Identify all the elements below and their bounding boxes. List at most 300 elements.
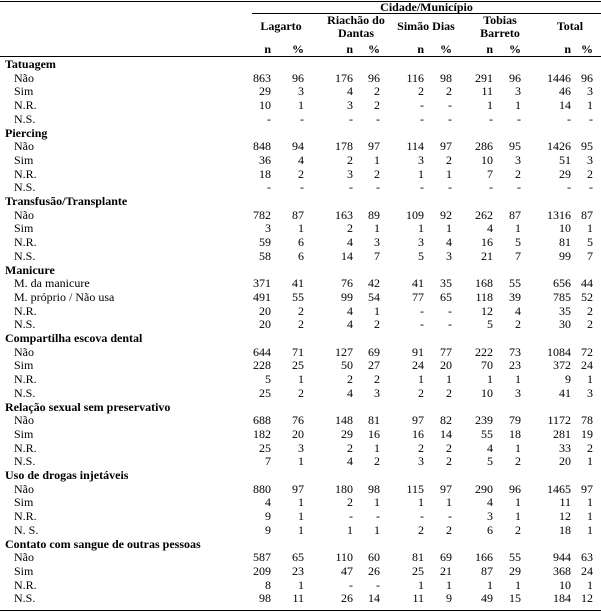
table-cell: 1 bbox=[446, 577, 452, 592]
table-cell: - bbox=[376, 180, 380, 195]
table-cell: 1 bbox=[298, 509, 304, 524]
table-cell: 1 bbox=[487, 372, 493, 387]
table-cell: 55 bbox=[509, 550, 521, 565]
table-cell: - bbox=[420, 317, 424, 332]
table-cell: - bbox=[448, 111, 452, 126]
table-cell: 1 bbox=[446, 372, 452, 387]
table-cell: 18 bbox=[259, 166, 271, 181]
table-cell: 42 bbox=[368, 276, 380, 291]
table-cell: 73 bbox=[509, 344, 521, 359]
table-cell: 24 bbox=[581, 563, 593, 578]
table-cell: - bbox=[300, 111, 304, 126]
table-cell: 168 bbox=[475, 276, 493, 291]
table-cell: 81 bbox=[559, 235, 571, 250]
table-cell: 26 bbox=[368, 563, 380, 578]
table-cell: 3 bbox=[587, 84, 593, 99]
table-cell: 11 bbox=[292, 591, 304, 606]
table-cell: 9 bbox=[565, 372, 571, 387]
table-cell: - bbox=[589, 111, 593, 126]
table-cell: 2 bbox=[298, 317, 304, 332]
table-cell: 127 bbox=[335, 344, 353, 359]
table-cell: 1 bbox=[487, 577, 493, 592]
table-cell: 96 bbox=[368, 70, 380, 85]
table-cell: 18 bbox=[509, 426, 521, 441]
table-cell: 2 bbox=[347, 495, 353, 510]
table-cell: 109 bbox=[406, 207, 424, 222]
table-cell: 25 bbox=[292, 358, 304, 373]
table-cell: 97 bbox=[368, 139, 380, 154]
table-cell: 688 bbox=[253, 413, 271, 428]
table-cell: 21 bbox=[440, 563, 452, 578]
city-header-3: Tobias Barreto bbox=[480, 13, 520, 40]
table-cell: 24 bbox=[581, 358, 593, 373]
table-cell: 4 bbox=[347, 84, 353, 99]
table-cell: 10 bbox=[481, 385, 493, 400]
table-cell: 1 bbox=[515, 372, 521, 387]
table-cell: 4 bbox=[347, 385, 353, 400]
table-cell: 98 bbox=[259, 591, 271, 606]
row-label: N.R. bbox=[14, 440, 37, 455]
table-cell: 11 bbox=[412, 591, 424, 606]
table-bottom-rule bbox=[0, 610, 601, 611]
table-cell: 1 bbox=[298, 577, 304, 592]
table-cell: 1 bbox=[374, 440, 380, 455]
row-label: N.R. bbox=[14, 166, 37, 181]
table-cell: 12 bbox=[481, 303, 493, 318]
table-cell: 20 bbox=[292, 426, 304, 441]
table-cell: 10 bbox=[559, 577, 571, 592]
table-cell: 1 bbox=[515, 495, 521, 510]
table-cell: 4 bbox=[347, 454, 353, 469]
table-cell: 87 bbox=[509, 207, 521, 222]
table-cell: - bbox=[349, 577, 353, 592]
table-cell: 209 bbox=[253, 563, 271, 578]
subheader-percent: % bbox=[509, 42, 521, 56]
section-title: Transfusão/Transplante bbox=[5, 194, 128, 208]
table-cell: 1316 bbox=[547, 207, 571, 222]
table-cell: 1446 bbox=[547, 70, 571, 85]
table-cell: 29 bbox=[259, 84, 271, 99]
table-cell: 782 bbox=[253, 207, 271, 222]
table-cell: 1 bbox=[515, 98, 521, 113]
table-cell: 1 bbox=[515, 577, 521, 592]
table-cell: 41 bbox=[412, 276, 424, 291]
table-cell: 92 bbox=[440, 207, 452, 222]
table-cell: 4 bbox=[347, 303, 353, 318]
table-cell: 291 bbox=[475, 70, 493, 85]
table-cell: 148 bbox=[335, 413, 353, 428]
table-cell: 2 bbox=[446, 152, 452, 167]
table-cell: 3 bbox=[374, 385, 380, 400]
subheader-n: n bbox=[264, 42, 271, 56]
section-title: Relação sexual sem preservativo bbox=[5, 399, 171, 414]
table-cell: - bbox=[420, 180, 424, 195]
table-cell: 89 bbox=[368, 207, 380, 222]
table-cell: 5 bbox=[487, 454, 493, 469]
table-cell: 69 bbox=[368, 344, 380, 359]
table-cell: 11 bbox=[559, 495, 571, 510]
table-cell: 2 bbox=[374, 317, 380, 332]
table-cell: 2 bbox=[298, 385, 304, 400]
table-cell: 3 bbox=[515, 84, 521, 99]
table-cell: 3 bbox=[418, 235, 424, 250]
table-cell: 2 bbox=[446, 454, 452, 469]
table-cell: 52 bbox=[581, 289, 593, 304]
table-cell: 33 bbox=[559, 440, 571, 455]
city-group-header: Cidade/Município bbox=[380, 0, 473, 14]
table-cell: 41 bbox=[559, 385, 571, 400]
table-cell: 59 bbox=[259, 235, 271, 250]
city-header-4: Total bbox=[556, 19, 584, 33]
table-cell: 23 bbox=[292, 563, 304, 578]
table-cell: 116 bbox=[406, 70, 424, 85]
subheader-n: n bbox=[346, 42, 353, 56]
table-cell: 4 bbox=[487, 221, 493, 236]
table-cell: - bbox=[448, 98, 452, 113]
table-cell: - bbox=[517, 180, 521, 195]
table-cell: 110 bbox=[335, 550, 353, 565]
table-cell: 3 bbox=[298, 440, 304, 455]
table-cell: 2 bbox=[587, 303, 593, 318]
table-cell: 20 bbox=[559, 454, 571, 469]
table-cell: 5 bbox=[515, 235, 521, 250]
table-cell: 228 bbox=[253, 358, 271, 373]
table-cell: 97 bbox=[412, 413, 424, 428]
table-cell: - bbox=[567, 180, 571, 195]
table-cell: 2 bbox=[587, 166, 593, 181]
table-cell: 6 bbox=[487, 522, 493, 537]
table-cell: 1 bbox=[515, 221, 521, 236]
table-cell: 2 bbox=[298, 303, 304, 318]
row-label: Sim bbox=[14, 84, 34, 99]
table-cell: 863 bbox=[253, 70, 271, 85]
table-cell: 880 bbox=[253, 481, 271, 496]
table-cell: 87 bbox=[481, 563, 493, 578]
table-cell: 1 bbox=[374, 495, 380, 510]
table-cell: 39 bbox=[509, 289, 521, 304]
table-cell: 1 bbox=[587, 221, 593, 236]
table-cell: 35 bbox=[559, 303, 571, 318]
table-cell: - bbox=[267, 111, 271, 126]
table-cell: 16 bbox=[481, 235, 493, 250]
row-label: N.R. bbox=[14, 509, 37, 524]
table-cell: - bbox=[376, 577, 380, 592]
table-cell: 4 bbox=[265, 495, 271, 510]
table-cell: 182 bbox=[253, 426, 271, 441]
row-label: N. S. bbox=[14, 522, 39, 537]
table-cell: 20 bbox=[259, 303, 271, 318]
section-title: Compartilha escova dental bbox=[5, 331, 143, 345]
subheader-percent: % bbox=[292, 42, 304, 56]
subheader-percent: % bbox=[368, 42, 380, 56]
table-cell: 5 bbox=[418, 248, 424, 263]
table-cell: 587 bbox=[253, 550, 271, 565]
table-cell: 2 bbox=[374, 372, 380, 387]
table-cell: 1 bbox=[418, 166, 424, 181]
table-cell: 3 bbox=[587, 152, 593, 167]
table-cell: 4 bbox=[487, 440, 493, 455]
table-cell: 7 bbox=[487, 166, 493, 181]
table-cell: 78 bbox=[581, 413, 593, 428]
table-cell: 99 bbox=[341, 289, 353, 304]
table-cell: 25 bbox=[259, 385, 271, 400]
table-cell: 27 bbox=[368, 358, 380, 373]
table-cell: 2 bbox=[374, 454, 380, 469]
table-cell: 97 bbox=[292, 481, 304, 496]
table-cell: 20 bbox=[440, 358, 452, 373]
table-cell: 3 bbox=[418, 454, 424, 469]
table-cell: 10 bbox=[481, 152, 493, 167]
row-label: M. da manicure bbox=[14, 276, 90, 291]
table-cell: 26 bbox=[341, 591, 353, 606]
table-cell: 1 bbox=[587, 372, 593, 387]
row-label: Sim bbox=[14, 495, 34, 510]
table-cell: 2 bbox=[515, 522, 521, 537]
table-cell: 5 bbox=[487, 317, 493, 332]
subheader-n: n bbox=[564, 42, 571, 56]
table-cell: 1 bbox=[418, 495, 424, 510]
city-header-1: Riachão do Dantas bbox=[327, 13, 385, 40]
table-cell: - bbox=[349, 111, 353, 126]
table-cell: 2 bbox=[418, 385, 424, 400]
table-cell: 58 bbox=[259, 248, 271, 263]
table-cell: 3 bbox=[515, 152, 521, 167]
table-cell: 3 bbox=[347, 166, 353, 181]
table-cell: 7 bbox=[265, 454, 271, 469]
table-cell: 2 bbox=[587, 440, 593, 455]
table-cell: 24 bbox=[412, 358, 424, 373]
section-title: Piercing bbox=[5, 125, 48, 140]
table-cell: 184 bbox=[553, 591, 571, 606]
table-cell: 3 bbox=[515, 385, 521, 400]
subheader-n: n bbox=[417, 42, 424, 56]
table-cell: 2 bbox=[418, 522, 424, 537]
table-cell: 3 bbox=[418, 152, 424, 167]
table-cell: 7 bbox=[515, 248, 521, 263]
row-label: N.R. bbox=[14, 235, 37, 250]
section-title: Contato com sangue de outras pessoas bbox=[5, 536, 201, 551]
table-cell: - bbox=[567, 111, 571, 126]
table-cell: 18 bbox=[559, 522, 571, 537]
table-cell: 44 bbox=[581, 276, 593, 291]
table-cell: 50 bbox=[341, 358, 353, 373]
table-cell: 281 bbox=[553, 426, 571, 441]
table-cell: 98 bbox=[440, 70, 452, 85]
table-cell: 2 bbox=[418, 440, 424, 455]
table-cell: 2 bbox=[418, 84, 424, 99]
table-cell: - bbox=[589, 180, 593, 195]
table-cell: 69 bbox=[440, 550, 452, 565]
row-label: N.S. bbox=[14, 180, 36, 195]
table-cell: 23 bbox=[509, 358, 521, 373]
table-cell: - bbox=[448, 509, 452, 524]
table-cell: 2 bbox=[347, 221, 353, 236]
table-cell: 5 bbox=[587, 235, 593, 250]
table-cell: 95 bbox=[581, 139, 593, 154]
table-cell: 1 bbox=[515, 440, 521, 455]
table-cell: 2 bbox=[587, 317, 593, 332]
table-cell: 12 bbox=[559, 509, 571, 524]
row-label: Não bbox=[14, 70, 34, 85]
table-cell: 656 bbox=[553, 276, 571, 291]
table-cell: - bbox=[448, 303, 452, 318]
table-cell: 97 bbox=[440, 139, 452, 154]
table-cell: 65 bbox=[292, 550, 304, 565]
table-cell: 3 bbox=[487, 509, 493, 524]
table-cell: 163 bbox=[335, 207, 353, 222]
table-cell: 1 bbox=[587, 454, 593, 469]
row-label: Sim bbox=[14, 221, 34, 236]
table-cell: 644 bbox=[253, 344, 271, 359]
table-cell: 77 bbox=[412, 289, 424, 304]
row-label: N.R. bbox=[14, 577, 37, 592]
table-cell: 491 bbox=[253, 289, 271, 304]
table-cell: 4 bbox=[515, 303, 521, 318]
table-cell: 1 bbox=[446, 166, 452, 181]
table-cell: 1 bbox=[587, 495, 593, 510]
row-label: Sim bbox=[14, 426, 34, 441]
table-cell: 29 bbox=[559, 166, 571, 181]
table-cell: - bbox=[376, 111, 380, 126]
table-cell: 785 bbox=[553, 289, 571, 304]
table-cell: - bbox=[448, 180, 452, 195]
subheader-percent: % bbox=[440, 42, 452, 56]
table-cell: 97 bbox=[581, 481, 593, 496]
table-cell: 3 bbox=[587, 385, 593, 400]
table-cell: 1 bbox=[298, 454, 304, 469]
table-cell: 176 bbox=[335, 70, 353, 85]
table-cell: 1 bbox=[418, 372, 424, 387]
table-cell: 222 bbox=[475, 344, 493, 359]
table-cell: 82 bbox=[440, 413, 452, 428]
table-cell: 2 bbox=[374, 166, 380, 181]
section-title: Tatuagem bbox=[5, 57, 56, 71]
table-cell: 63 bbox=[581, 550, 593, 565]
table-cell: - bbox=[489, 180, 493, 195]
table-cell: 2 bbox=[347, 372, 353, 387]
table-cell: 2 bbox=[446, 522, 452, 537]
table-cell: 1 bbox=[587, 509, 593, 524]
table-cell: 98 bbox=[368, 481, 380, 496]
table-cell: 10 bbox=[559, 221, 571, 236]
table-cell: 372 bbox=[553, 358, 571, 373]
table-cell: 54 bbox=[368, 289, 380, 304]
table-cell: 71 bbox=[292, 344, 304, 359]
table-cell: 1 bbox=[487, 98, 493, 113]
table-cell: 14 bbox=[368, 591, 380, 606]
table-cell: 262 bbox=[475, 207, 493, 222]
table-cell: 72 bbox=[581, 344, 593, 359]
table-cell: 239 bbox=[475, 413, 493, 428]
table-cell: 2 bbox=[374, 84, 380, 99]
city-header-2: Simão Dias bbox=[397, 19, 455, 33]
table-cell: 848 bbox=[253, 139, 271, 154]
row-label: N.S. bbox=[14, 248, 36, 263]
table-cell: 15 bbox=[509, 591, 521, 606]
table-cell: 1 bbox=[374, 152, 380, 167]
table-cell: 1 bbox=[298, 98, 304, 113]
table-cell: 79 bbox=[509, 413, 521, 428]
table-cell: - bbox=[517, 111, 521, 126]
table-cell: 29 bbox=[341, 426, 353, 441]
table-cell: 2 bbox=[515, 317, 521, 332]
table-cell: 2 bbox=[515, 454, 521, 469]
table-cell: 2 bbox=[446, 385, 452, 400]
table-cell: 4 bbox=[487, 495, 493, 510]
row-label: M. próprio / Não usa bbox=[14, 289, 115, 304]
table-cell: 96 bbox=[509, 70, 521, 85]
table-cell: 25 bbox=[412, 563, 424, 578]
table-cell: 3 bbox=[265, 221, 271, 236]
table-cell: - bbox=[349, 180, 353, 195]
row-label: Não bbox=[14, 413, 34, 428]
row-label: N.S. bbox=[14, 111, 36, 126]
row-label: Sim bbox=[14, 358, 34, 373]
table-cell: 1 bbox=[446, 495, 452, 510]
row-label: Não bbox=[14, 481, 34, 496]
table-cell: 97 bbox=[440, 481, 452, 496]
row-label: Sim bbox=[14, 152, 34, 167]
table-cell: 3 bbox=[446, 248, 452, 263]
table-cell: 96 bbox=[509, 481, 521, 496]
table-cell: 99 bbox=[559, 248, 571, 263]
table-cell: 60 bbox=[368, 550, 380, 565]
table-cell: 114 bbox=[406, 139, 424, 154]
table-cell: 14 bbox=[440, 426, 452, 441]
table-cell: 29 bbox=[509, 563, 521, 578]
table-cell: 944 bbox=[553, 550, 571, 565]
table-cell: 166 bbox=[475, 550, 493, 565]
table-cell: 290 bbox=[475, 481, 493, 496]
table-cell: 12 bbox=[581, 591, 593, 606]
table-cell: 3 bbox=[347, 98, 353, 113]
table-cell: 1 bbox=[374, 522, 380, 537]
table-cell: 16 bbox=[368, 426, 380, 441]
table-cell: 51 bbox=[559, 152, 571, 167]
table-cell: 76 bbox=[341, 276, 353, 291]
table-cell: 11 bbox=[481, 84, 493, 99]
table-cell: 3 bbox=[298, 84, 304, 99]
table-cell: 2 bbox=[446, 84, 452, 99]
table-cell: 286 bbox=[475, 139, 493, 154]
table-cell: 3 bbox=[374, 235, 380, 250]
table-cell: 7 bbox=[374, 248, 380, 263]
table-cell: 87 bbox=[581, 207, 593, 222]
table-cell: 10 bbox=[259, 98, 271, 113]
table-cell: 81 bbox=[368, 413, 380, 428]
table-cell: 1426 bbox=[547, 139, 571, 154]
table-cell: - bbox=[376, 509, 380, 524]
table-cell: 1 bbox=[298, 495, 304, 510]
table-cell: 4 bbox=[347, 317, 353, 332]
table-cell: 81 bbox=[412, 550, 424, 565]
row-label: N.S. bbox=[14, 454, 36, 469]
section-title: Uso de drogas injetáveis bbox=[5, 468, 129, 482]
table-cell: - bbox=[448, 317, 452, 332]
row-label: Não bbox=[14, 344, 34, 359]
subheader-percent: % bbox=[581, 42, 593, 56]
table-cell: 371 bbox=[253, 276, 271, 291]
table-cell: 87 bbox=[292, 207, 304, 222]
table-cell: 2 bbox=[446, 440, 452, 455]
table-cell: 21 bbox=[481, 248, 493, 263]
table-cell: 4 bbox=[347, 235, 353, 250]
table-cell: - bbox=[420, 303, 424, 318]
table-cell: 7 bbox=[587, 248, 593, 263]
header-bottom-rule bbox=[0, 56, 601, 57]
table-cell: 2 bbox=[347, 440, 353, 455]
table-cell: 1465 bbox=[547, 481, 571, 496]
